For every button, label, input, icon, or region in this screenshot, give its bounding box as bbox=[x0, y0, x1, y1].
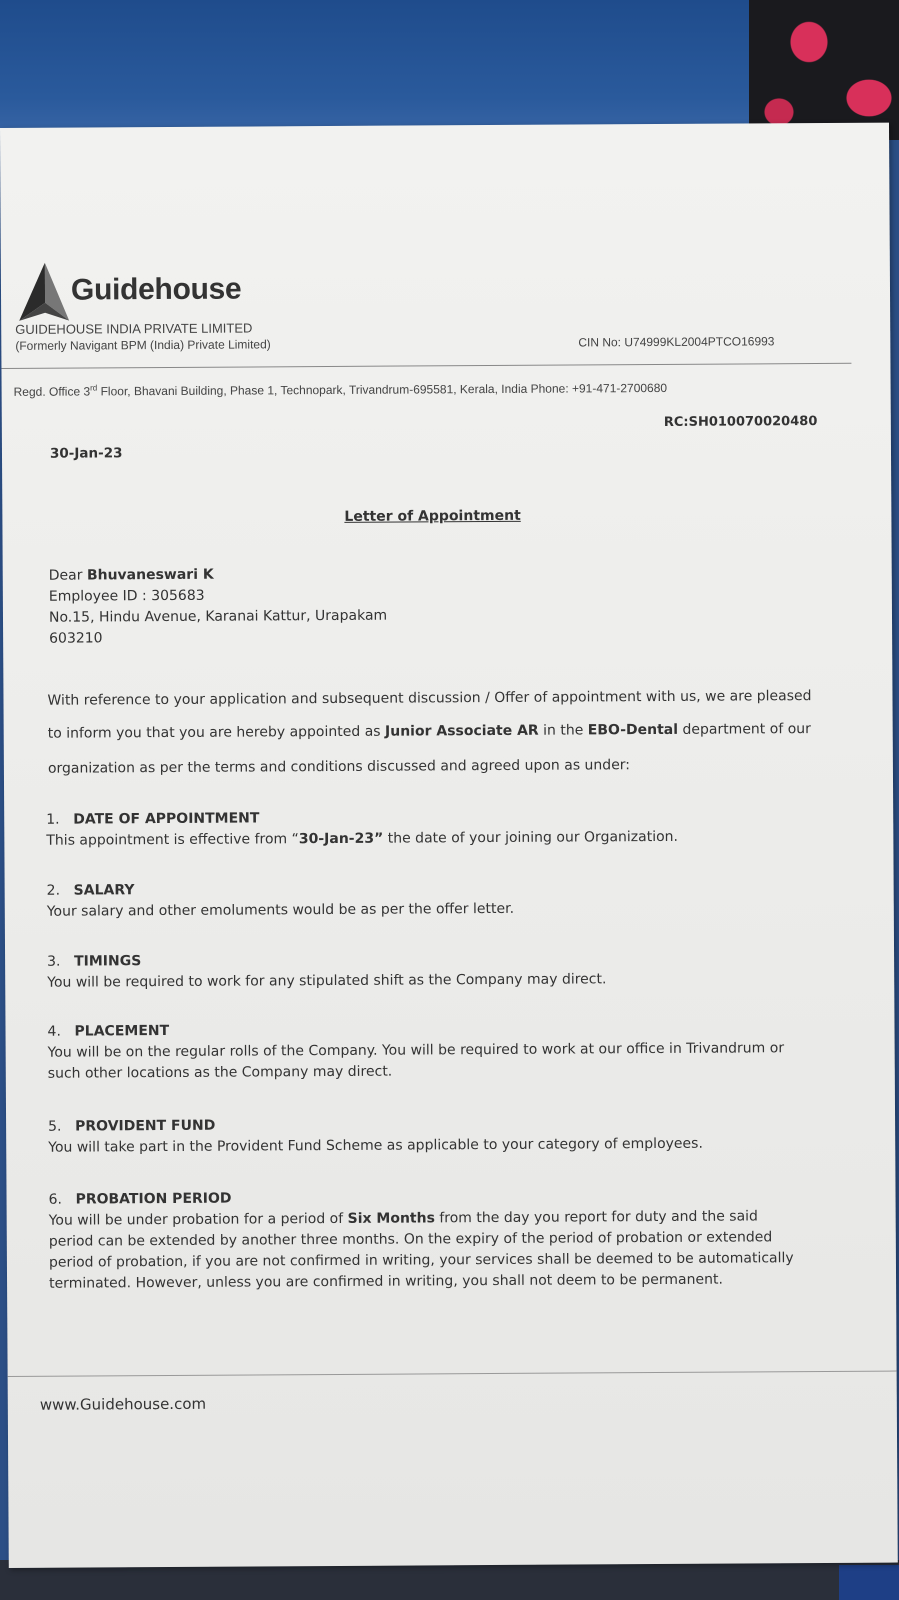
section-body-probation-line-2: period can be extended by another three months. On the expiry of the period of probation or extended bbox=[48, 1229, 773, 1250]
employee-id: Employee ID : 305683 bbox=[48, 587, 205, 605]
logo-text: Guidehouse bbox=[70, 272, 242, 307]
background-fabric bbox=[749, 0, 899, 140]
section-body-probation-line-4: terminated. However, unless you are confirmed in writing, you shall not deem to be permanent. bbox=[49, 1271, 723, 1292]
appointment-letter-page bbox=[0, 123, 898, 1568]
section-body-appointment: This appointment is effective from “30-Jan-23” the date of your joining our Organization. bbox=[46, 828, 679, 849]
intro-line-1: With reference to your application and subsequent discussion / Offer of appointment with us, we are pleased bbox=[47, 688, 812, 709]
section-body-probation-line-3: period of probation, if you are not confirmed in writing, your services shall be deemed to be automatically bbox=[48, 1250, 794, 1271]
registered-office: Regd. Office 3rd Floor, Bhavani Building, Phase 1, Technopark, Trivandrum-695581, Kerala, India Phone: +91-471-2700680 bbox=[13, 380, 668, 399]
section-heading-salary: 2. SALARY bbox=[46, 882, 135, 899]
department: EBO-Dental bbox=[587, 721, 679, 739]
background-bottom-right bbox=[839, 1565, 899, 1600]
salutation: Dear Bhuvaneswari K bbox=[48, 566, 214, 584]
address-line-2: 603210 bbox=[49, 630, 103, 647]
footer-website: www.Guidehouse.com bbox=[39, 1394, 207, 1414]
intro-line-3: organization as per the terms and conditions discussed and agreed upon as under: bbox=[47, 757, 631, 777]
section-body-placement-line-2: such other locations as the Company may direct. bbox=[47, 1063, 393, 1082]
section-heading-provident-fund: 5. PROVIDENT FUND bbox=[48, 1117, 216, 1135]
letter-date: 30-Jan-23 bbox=[49, 445, 123, 462]
section-heading-probation: 6. PROBATION PERIOD bbox=[48, 1190, 232, 1208]
section-body-timings: You will be required to work for any stipulated shift as the Company may direct. bbox=[47, 971, 607, 991]
address-line-1: No.15, Hindu Avenue, Karanai Kattur, Urapakam bbox=[48, 607, 388, 626]
letter-title: Letter of Appointment bbox=[344, 507, 521, 525]
section-heading-appointment: 1. DATE OF APPOINTMENT bbox=[46, 810, 260, 828]
company-name: GUIDEHOUSE INDIA PRIVATE LIMITED bbox=[15, 320, 253, 337]
section-heading-timings: 3. TIMINGS bbox=[47, 953, 142, 970]
footer-divider bbox=[8, 1371, 897, 1377]
section-body-salary: Your salary and other emoluments would be as per the offer letter. bbox=[46, 900, 515, 920]
section-body-placement-line-1: You will be on the regular rolls of the Company. You will be required to work at our office in Trivandrum or bbox=[47, 1040, 785, 1061]
formerly-name: (Formerly Navigant BPM (India) Private Limited) bbox=[15, 337, 271, 353]
cin-number: CIN No: U74999KL2004PTCO16993 bbox=[578, 334, 775, 350]
section-heading-placement: 4. PLACEMENT bbox=[47, 1022, 170, 1040]
job-title: Junior Associate AR bbox=[384, 722, 539, 740]
header-divider bbox=[1, 363, 851, 369]
intro-line-2: to inform you that you are hereby appointed as Junior Associate AR in the EBO-Dental department of our bbox=[47, 721, 811, 742]
employee-name: Bhuvaneswari K bbox=[86, 566, 214, 584]
section-body-provident-fund: You will take part in the Provident Fund Scheme as applicable to your category of employees. bbox=[48, 1135, 703, 1156]
section-body-probation-line-1: You will be under probation for a period of Six Months from the day you report for duty and the said bbox=[48, 1208, 758, 1229]
reference-code: RC:SH010070020480 bbox=[663, 414, 818, 430]
guidehouse-logo-icon bbox=[17, 263, 69, 321]
